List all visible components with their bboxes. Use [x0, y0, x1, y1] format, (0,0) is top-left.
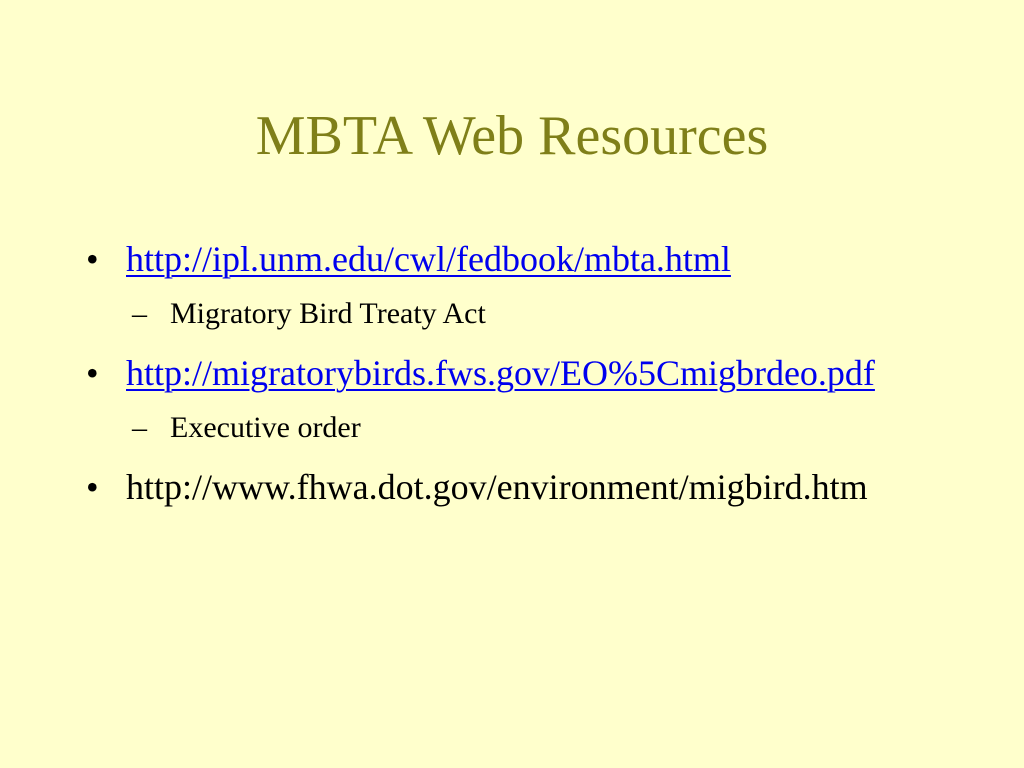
- bullet-marker: •: [86, 353, 99, 393]
- bullet-item-2: [86, 346, 946, 400]
- fhwa-url-text: http://www.fhwa.dot.gov/environment/migbird.htm: [126, 467, 868, 507]
- sub-bullet-marker: –: [132, 297, 147, 330]
- bullet-item-3: [86, 460, 946, 514]
- bullet-marker: •: [86, 239, 99, 279]
- link-fws-executive-order[interactable]: http://migratorybirds.fws.gov/EO%5Cmigbrdeo.pdf: [126, 353, 875, 393]
- sub-bullet-text: Migratory Bird Treaty Act: [170, 297, 486, 330]
- link-ipl-mbta[interactable]: http://ipl.unm.edu/cwl/fedbook/mbta.html: [126, 239, 731, 279]
- bullet-list: [86, 232, 946, 514]
- sub-bullet-item-1: [86, 292, 946, 336]
- sub-bullet-text: Executive order: [170, 411, 361, 444]
- sub-bullet-item-2: [86, 406, 946, 450]
- sub-bullet-marker: –: [132, 411, 147, 444]
- bullet-marker: •: [86, 467, 99, 507]
- bullet-item-1: [86, 232, 946, 286]
- slide-title: MBTA Web Resources: [255, 105, 769, 167]
